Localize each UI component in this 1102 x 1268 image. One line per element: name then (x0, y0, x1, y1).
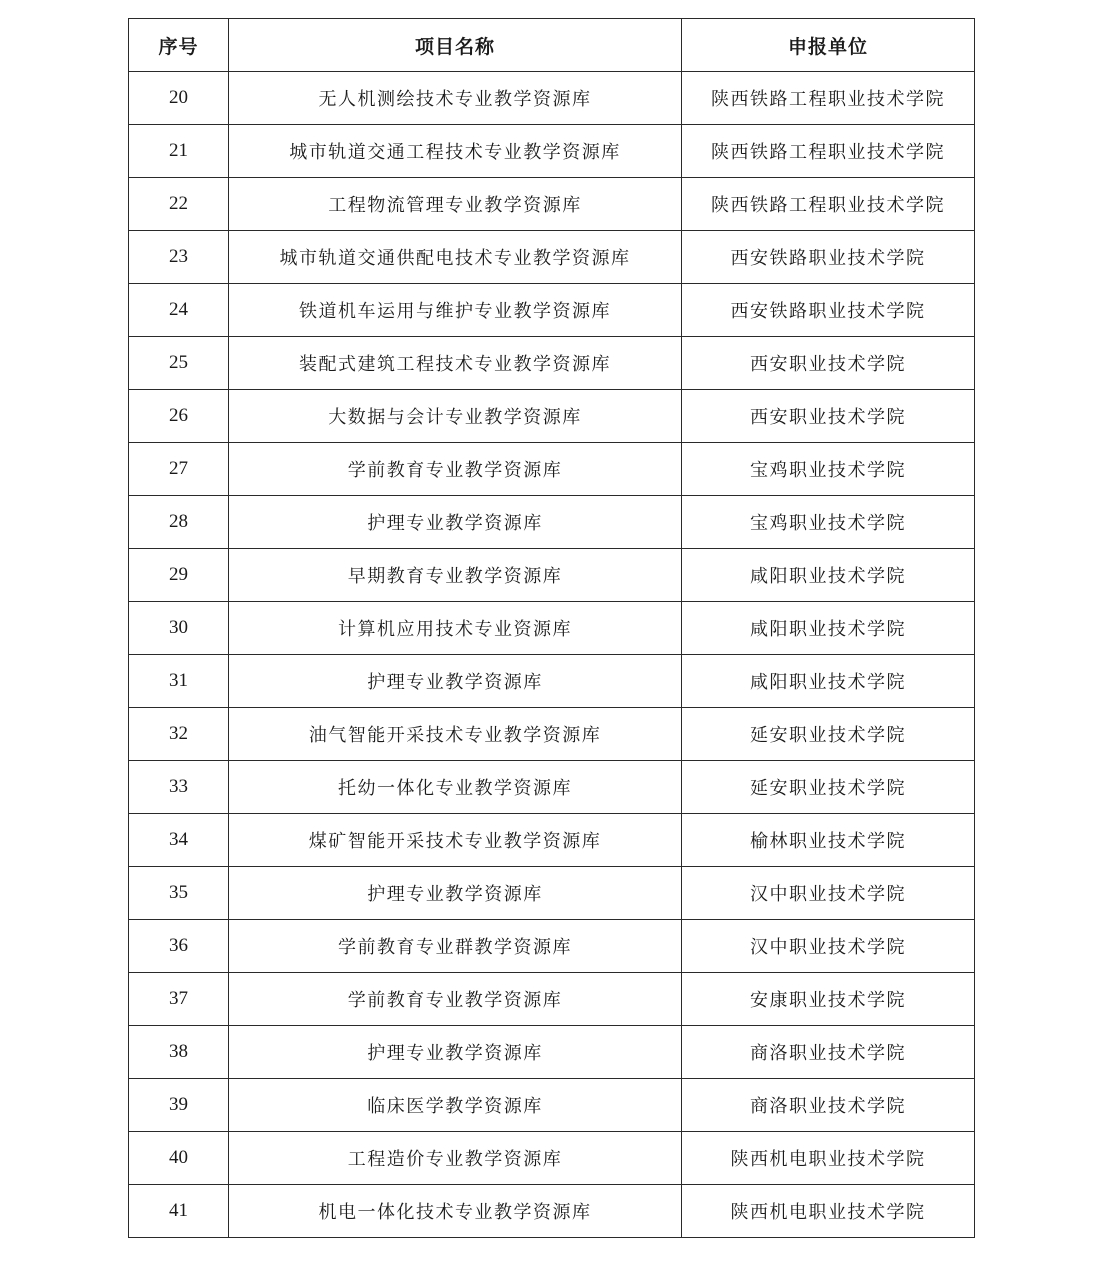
cell-applicant-unit: 榆林职业技术学院 (682, 814, 975, 867)
cell-project-name: 学前教育专业群教学资源库 (229, 920, 682, 973)
table-row (129, 655, 975, 708)
table-row (129, 390, 975, 443)
cell-project-name: 护理专业教学资源库 (229, 1026, 682, 1079)
cell-serial-number: 39 (129, 1079, 229, 1132)
header-row (129, 19, 975, 72)
cell-applicant-unit: 陕西铁路工程职业技术学院 (682, 72, 975, 125)
cell-applicant-unit: 陕西机电职业技术学院 (682, 1132, 975, 1185)
cell-applicant-unit: 商洛职业技术学院 (682, 1026, 975, 1079)
table-row (129, 443, 975, 496)
table-row (129, 337, 975, 390)
cell-applicant-unit: 宝鸡职业技术学院 (682, 496, 975, 549)
cell-serial-number: 25 (129, 337, 229, 390)
cell-applicant-unit: 西安铁路职业技术学院 (682, 284, 975, 337)
cell-applicant-unit: 咸阳职业技术学院 (682, 655, 975, 708)
cell-serial-number: 29 (129, 549, 229, 602)
cell-applicant-unit: 宝鸡职业技术学院 (682, 443, 975, 496)
table-body (129, 72, 975, 1238)
cell-applicant-unit: 汉中职业技术学院 (682, 920, 975, 973)
cell-serial-number: 34 (129, 814, 229, 867)
cell-serial-number: 23 (129, 231, 229, 284)
cell-serial-number: 38 (129, 1026, 229, 1079)
cell-project-name: 计算机应用技术专业资源库 (229, 602, 682, 655)
cell-applicant-unit: 陕西铁路工程职业技术学院 (682, 125, 975, 178)
cell-serial-number: 21 (129, 125, 229, 178)
cell-applicant-unit: 咸阳职业技术学院 (682, 602, 975, 655)
table-row (129, 125, 975, 178)
cell-applicant-unit: 西安职业技术学院 (682, 337, 975, 390)
table-row (129, 549, 975, 602)
cell-serial-number: 27 (129, 443, 229, 496)
cell-serial-number: 33 (129, 761, 229, 814)
table-header (129, 19, 975, 72)
table-row (129, 231, 975, 284)
cell-project-name: 城市轨道交通供配电技术专业教学资源库 (229, 231, 682, 284)
cell-applicant-unit: 陕西铁路工程职业技术学院 (682, 178, 975, 231)
cell-applicant-unit: 商洛职业技术学院 (682, 1079, 975, 1132)
cell-project-name: 油气智能开采技术专业教学资源库 (229, 708, 682, 761)
cell-project-name: 工程物流管理专业教学资源库 (229, 178, 682, 231)
project-table (128, 18, 975, 1238)
cell-applicant-unit: 西安铁路职业技术学院 (682, 231, 975, 284)
table-row (129, 1079, 975, 1132)
table-row (129, 761, 975, 814)
cell-project-name: 煤矿智能开采技术专业教学资源库 (229, 814, 682, 867)
cell-project-name: 护理专业教学资源库 (229, 496, 682, 549)
table-row (129, 973, 975, 1026)
table-row (129, 1132, 975, 1185)
table-row (129, 1026, 975, 1079)
cell-applicant-unit: 汉中职业技术学院 (682, 867, 975, 920)
header-project-name: 项目名称 (229, 19, 682, 72)
cell-project-name: 大数据与会计专业教学资源库 (229, 390, 682, 443)
table-row (129, 496, 975, 549)
table-row (129, 284, 975, 337)
cell-serial-number: 22 (129, 178, 229, 231)
cell-applicant-unit: 延安职业技术学院 (682, 708, 975, 761)
cell-applicant-unit: 西安职业技术学院 (682, 390, 975, 443)
cell-project-name: 护理专业教学资源库 (229, 867, 682, 920)
table-row (129, 72, 975, 125)
cell-project-name: 铁道机车运用与维护专业教学资源库 (229, 284, 682, 337)
header-applicant-unit: 申报单位 (682, 19, 975, 72)
cell-project-name: 学前教育专业教学资源库 (229, 443, 682, 496)
cell-project-name: 临床医学教学资源库 (229, 1079, 682, 1132)
cell-project-name: 装配式建筑工程技术专业教学资源库 (229, 337, 682, 390)
cell-project-name: 工程造价专业教学资源库 (229, 1132, 682, 1185)
cell-applicant-unit: 陕西机电职业技术学院 (682, 1185, 975, 1238)
table-row (129, 867, 975, 920)
cell-serial-number: 31 (129, 655, 229, 708)
cell-serial-number: 36 (129, 920, 229, 973)
cell-project-name: 城市轨道交通工程技术专业教学资源库 (229, 125, 682, 178)
cell-applicant-unit: 安康职业技术学院 (682, 973, 975, 1026)
cell-project-name: 机电一体化技术专业教学资源库 (229, 1185, 682, 1238)
cell-project-name: 托幼一体化专业教学资源库 (229, 761, 682, 814)
table-row (129, 602, 975, 655)
cell-project-name: 护理专业教学资源库 (229, 655, 682, 708)
cell-project-name: 早期教育专业教学资源库 (229, 549, 682, 602)
cell-serial-number: 41 (129, 1185, 229, 1238)
cell-applicant-unit: 延安职业技术学院 (682, 761, 975, 814)
table-row (129, 178, 975, 231)
header-serial-number: 序号 (129, 19, 229, 72)
cell-project-name: 学前教育专业教学资源库 (229, 973, 682, 1026)
cell-serial-number: 24 (129, 284, 229, 337)
table-row (129, 814, 975, 867)
cell-serial-number: 40 (129, 1132, 229, 1185)
cell-serial-number: 20 (129, 72, 229, 125)
table-row (129, 1185, 975, 1238)
cell-serial-number: 37 (129, 973, 229, 1026)
cell-serial-number: 35 (129, 867, 229, 920)
table-row (129, 708, 975, 761)
table-row (129, 920, 975, 973)
cell-serial-number: 28 (129, 496, 229, 549)
cell-project-name: 无人机测绘技术专业教学资源库 (229, 72, 682, 125)
cell-serial-number: 26 (129, 390, 229, 443)
cell-applicant-unit: 咸阳职业技术学院 (682, 549, 975, 602)
cell-serial-number: 32 (129, 708, 229, 761)
cell-serial-number: 30 (129, 602, 229, 655)
